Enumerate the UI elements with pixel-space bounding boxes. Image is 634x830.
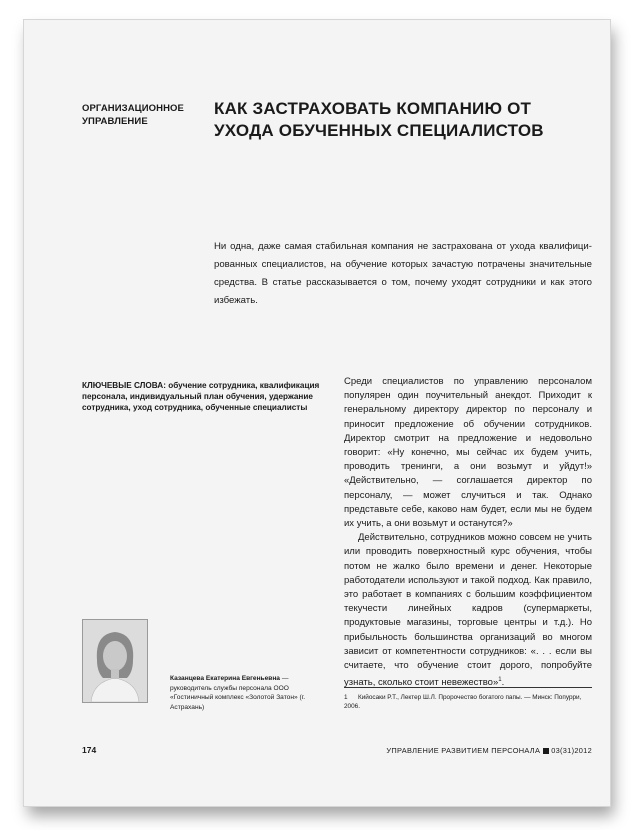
footnote-text: Кийосаки Р.Т., Лектер Ш.Л. Пророчество богатого папы. — Минск: Попурри, 2006. bbox=[344, 694, 582, 710]
magazine-page bbox=[24, 20, 610, 806]
square-bullet-icon bbox=[543, 748, 549, 754]
running-footer bbox=[386, 746, 592, 755]
article-lead: Ни одна, даже самая стабильная компания не застрахована от ухода квалифицированных специалистов, на обучение которых зачастую потрачены значительные средства. В статье рассказывается о том, почему уходят сотрудники и как этого избежать. bbox=[214, 241, 592, 306]
article-title: КАК ЗАСТРАХОВАТЬ КОМПАНИЮ ОТ УХОДА ОБУЧЕННЫХ СПЕЦИАЛИСТОВ bbox=[214, 99, 544, 140]
author-info bbox=[170, 674, 320, 712]
body-paragraph-text: Действительно, сотрудников можно совсем не учить или проводить поверхностный курс обучения, чтобы потом не жалко было времени и денег. Некоторые работодатели используют и такой подход. Как правило, это работает в компаниях с большим коэффициентом текучести линейных кадров (супермаркеты, продуктовые магазины, торговые центры и т.д.). Но прибыльность большинства организаций во многом зависит от компетентности сотрудников: «. . . если вы считаете, что обучение стоит дорого, попробуйте узнать, сколько стоит невежество» bbox=[344, 532, 592, 689]
journal-name: УПРАВЛЕНИЕ РАЗВИТИЕМ ПЕРСОНАЛА bbox=[386, 746, 541, 755]
article-body bbox=[344, 375, 592, 691]
author-description: — руководитель службы персонала ООО «Гостиничный комплекс «Золотой Затон» (г. Астрахань) bbox=[170, 675, 306, 711]
footnote-number: 1 bbox=[344, 694, 348, 701]
author-portrait-image bbox=[83, 620, 147, 702]
keywords-label: КЛЮЧЕВЫЕ СЛОВА: bbox=[82, 381, 166, 390]
keywords-block bbox=[82, 380, 320, 413]
section-label: ОРГАНИЗАЦИОННОЕ УПРАВЛЕНИЕ bbox=[82, 103, 184, 127]
footnote-ref: 1 bbox=[498, 677, 502, 684]
keywords-text: обучение сотрудника, квалификация персонала, индивидуальный план обучения, удержание сотрудника, уход сотрудника, обученные специалисты bbox=[82, 381, 320, 412]
author-name: Казанцева Екатерина Евгеньевна bbox=[170, 675, 280, 682]
author-photo bbox=[82, 619, 148, 703]
issue-number: 03(31)2012 bbox=[551, 746, 592, 755]
body-paragraph: Среди специалистов по управлению персоналом популярен один поучительный анекдот. Приходит к генеральному директору директор по персоналу и приносит предложение об обучении сотрудников. Директор смотрит на предложение и недовольно говорит: «Ну конечно, мы сейчас их будем учить, проводить тренинги, а они возьмут и уйдут!» «Действительно, — соглашается директор по персоналу, — может случиться и так. Однако представьте себе, каково нам будет, если мы не будем их учить, а они возьмут и останутся?» bbox=[344, 376, 592, 530]
body-paragraph: Действительно, сотрудников можно совсем не учить или проводить поверхностный курс обучения, чтобы потом не жалко было времени и денег. Некоторые работодатели используют и такой подход. Как правило, это работает в компаниях с большим коэффициентом текучести линейных кадров (супермаркеты, продуктовые магазины, торговые центры и т.д.). Но прибыльность большинства организаций во многом зависит от компетентности сотрудников: «. . . если вы считаете, что обучение стоит дорого, попробуйте узнать, сколько стоит невежество»$^1$. bbox=[344, 532, 592, 689]
page-number: 174 bbox=[82, 745, 97, 755]
footnote-divider bbox=[344, 687, 592, 688]
footnote bbox=[344, 693, 592, 711]
